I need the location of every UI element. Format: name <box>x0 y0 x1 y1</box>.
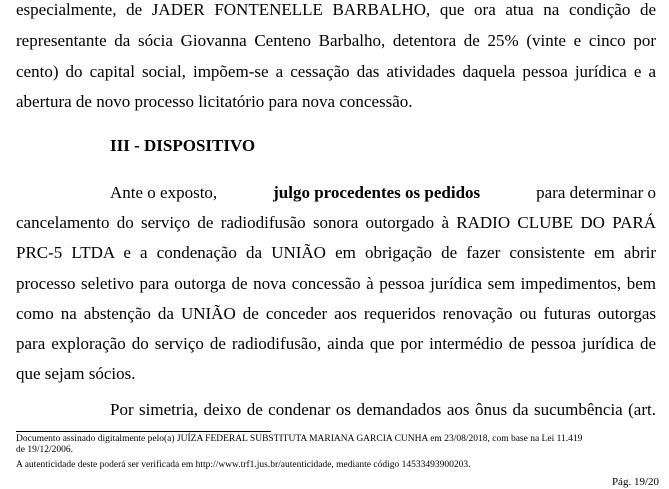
decision-rest: para determinar o <box>536 183 656 202</box>
paragraph-line: abertura de novo processo licitatório para nova concessão. <box>16 92 413 111</box>
page-number: Pág. 19/20 <box>611 476 659 488</box>
section-heading: III - DISPOSITIVO <box>110 136 256 155</box>
paragraph-line: que sejam sócios. <box>16 364 136 383</box>
decision-intro: Ante o exposto, <box>110 183 218 202</box>
paragraph-line: para exploração do serviço de radiodifusão, ainda que por intermédio de pessoa jurídica de <box>16 334 656 353</box>
signature-notice: Documento assinado digitalmente pelo(a) JUÍZA FEDERAL SUBSTITUTA MARIANA GARCIA CUNHA em 23/08/2018, com base na Lei 11.419 <box>16 434 583 444</box>
decision-first-line <box>110 183 656 203</box>
paragraph-line: cento) do capital social, impõem-se a cessação das atividades daquela pessoa jurídica e a <box>16 62 656 81</box>
footer-divider <box>16 431 271 432</box>
paragraph-line: Por simetria, deixo de condenar os demandados aos ônus da sucumbência (art. <box>110 400 656 419</box>
paragraph-line: especialmente, de JADER FONTENELLE BARBALHO, que ora atua na condição de <box>16 0 656 19</box>
paragraph-line: processo seletivo para outorga de nova concessão à pessoa jurídica sem impedimentos, bem <box>16 274 656 293</box>
paragraph-line: cancelamento do serviço de radiodifusão sonora outorgado à RADIO CLUBE DO PARÁ <box>16 213 656 232</box>
paragraph-line: como na abstenção da UNIÃO de conceder aos requeridos renovação ou futuras outorgas <box>16 304 656 323</box>
paragraph-line: representante da sócia Giovanna Centeno Barbalho, detentora de 25% (vinte e cinco por <box>16 31 656 50</box>
signature-notice-continued: de 19/12/2006. <box>16 445 73 455</box>
paragraph-line: PRC-5 LTDA e a condenação da UNIÃO em obrigação de fazer consistente em abrir <box>16 243 656 262</box>
decision-emphasis: julgo procedentes os pedidos <box>273 183 481 202</box>
authenticity-notice: A autenticidade deste poderá ser verificada em http://www.trf1.jus.br/autenticidade, mediante código 14533493900203. <box>16 460 471 470</box>
